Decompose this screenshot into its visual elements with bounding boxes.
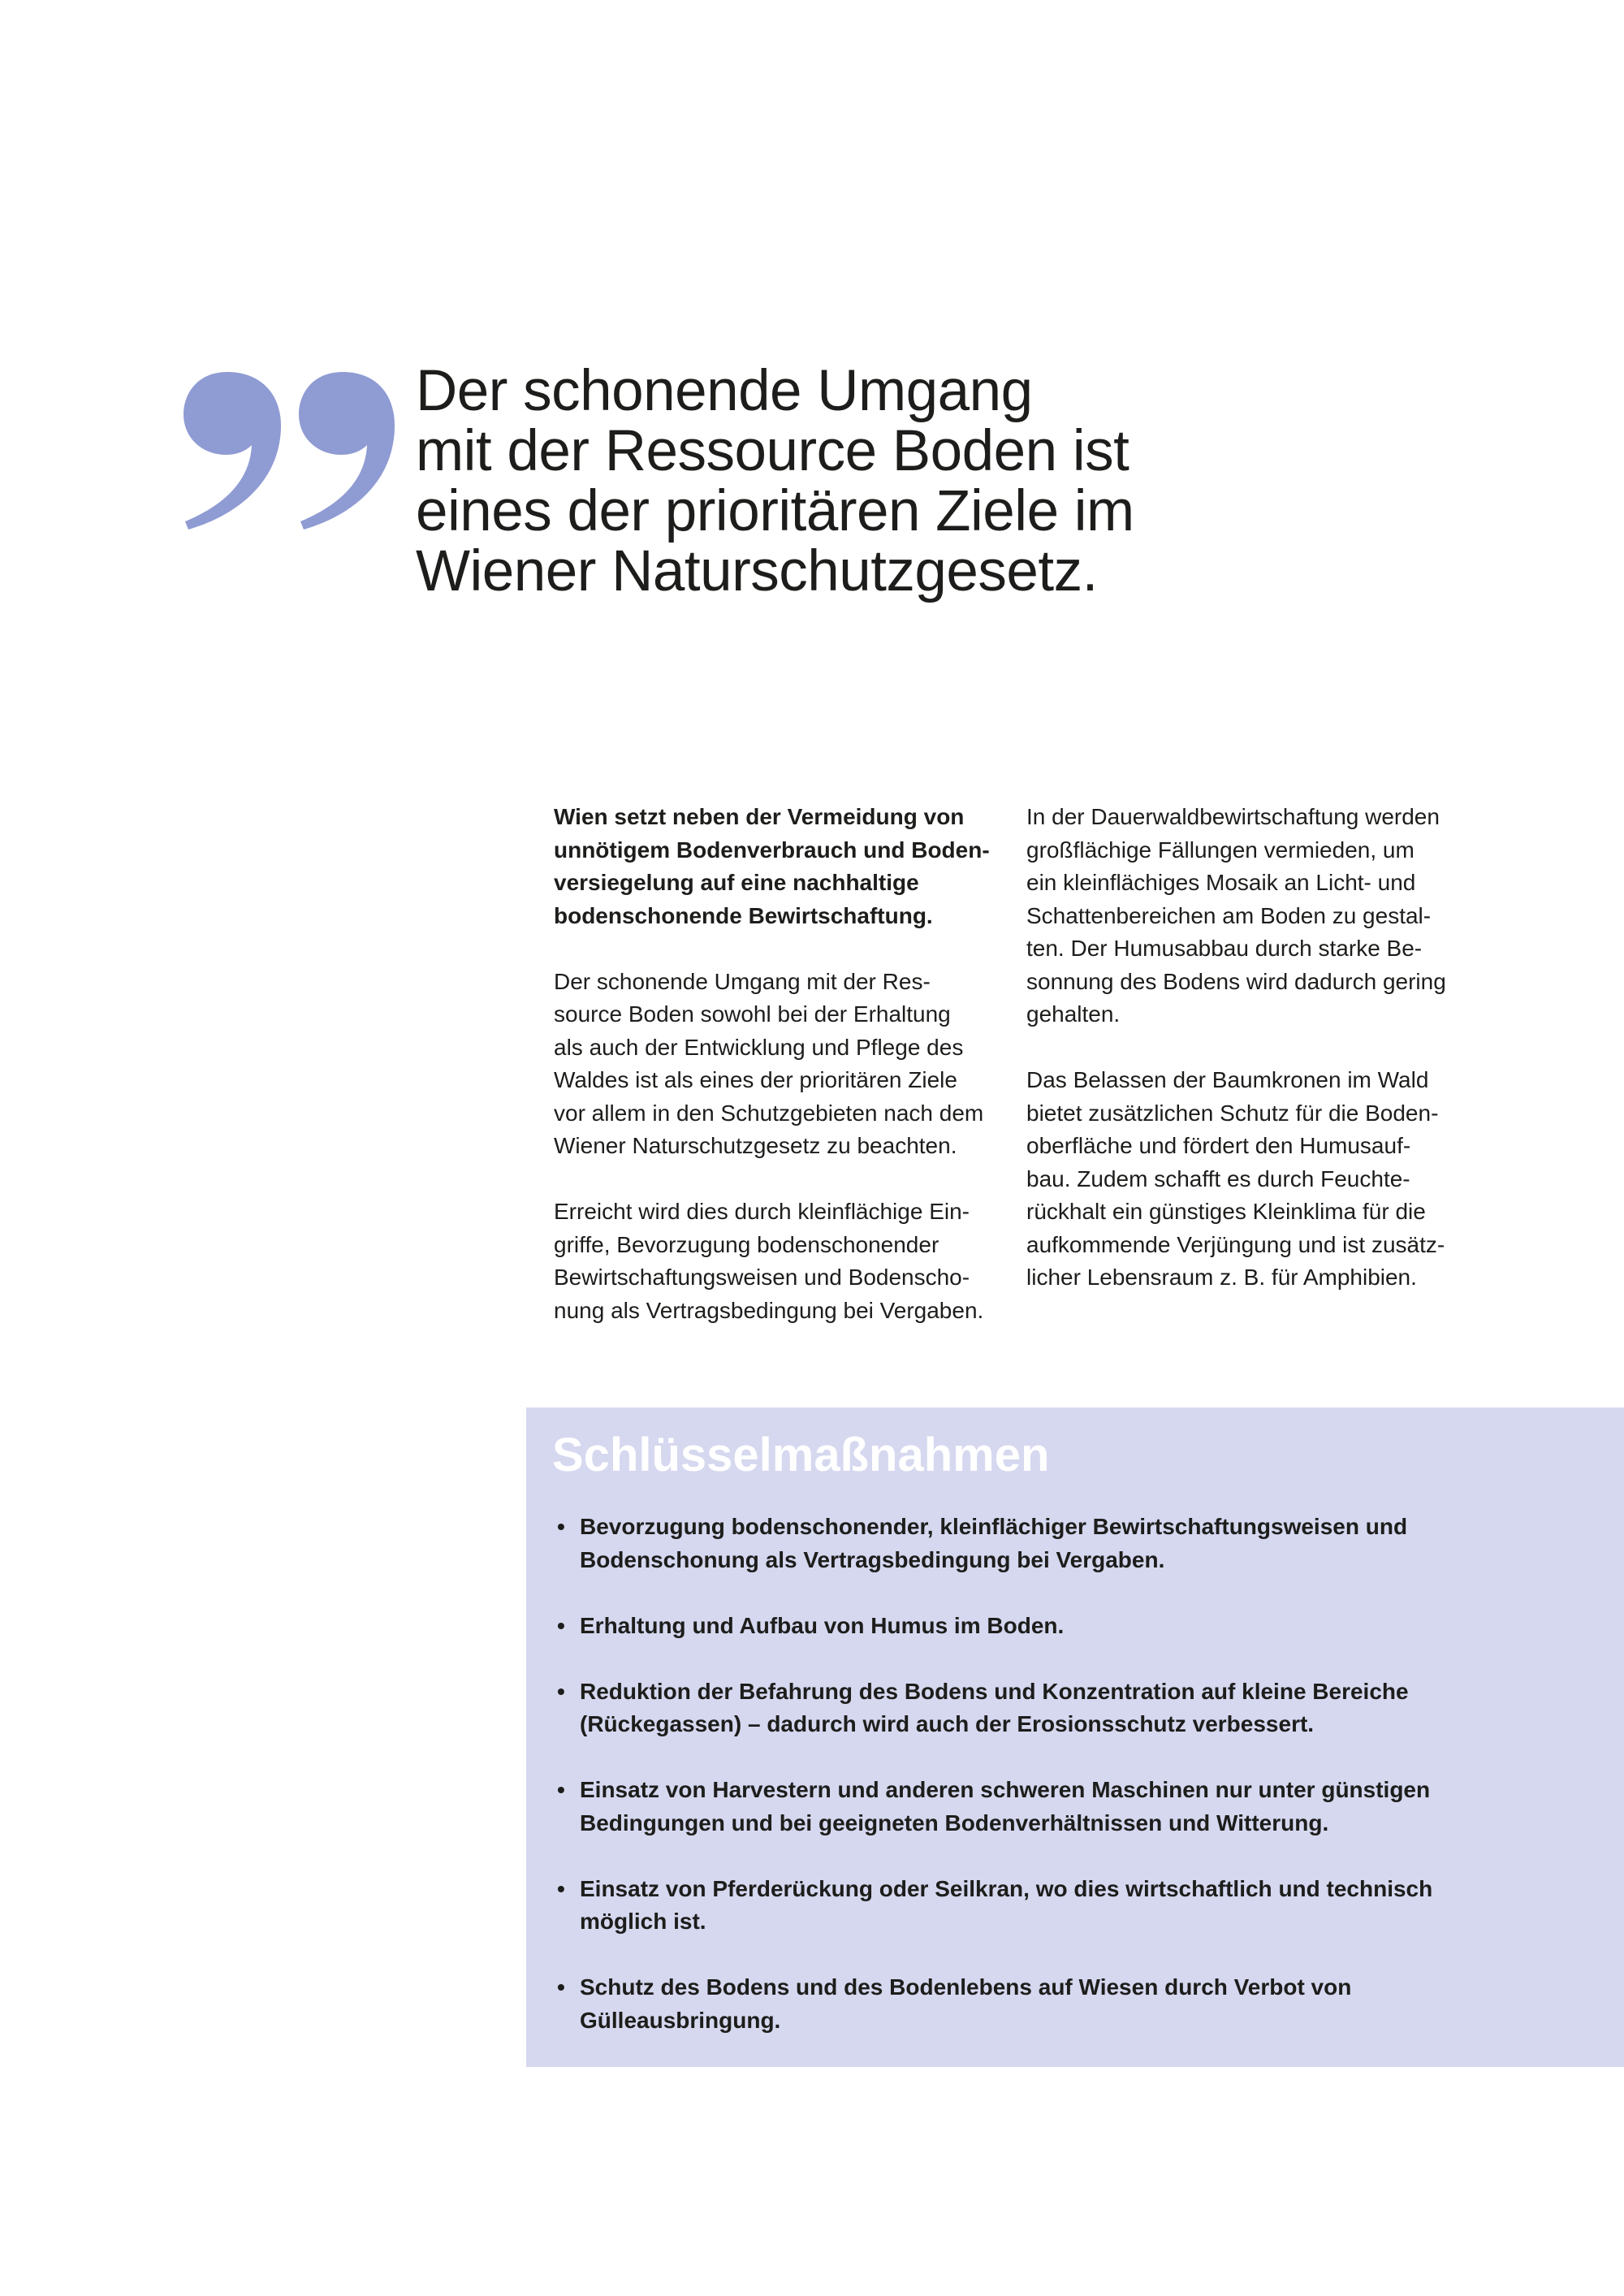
text-line: Waldes ist als eines der prioritären Ziele <box>554 1067 957 1092</box>
text-line: griffe, Bevorzugung bodenschonender <box>554 1231 939 1257</box>
text-line: rückhalt ein günstiges Kleinklima für die <box>1026 1199 1426 1224</box>
text-line: licher Lebensraum z. B. für Amphibien. <box>1026 1265 1417 1290</box>
text-line: In der Dauerwaldbewirtschaftung werden <box>1026 804 1440 829</box>
list-item-line: (Rückegassen) – dadurch wird auch der Erosionsschutz verbessert. <box>580 1711 1315 1736</box>
text-line: sonnung des Bodens wird dadurch gering <box>1026 968 1446 994</box>
intro-paragraph <box>554 801 1009 932</box>
text-line: Das Belassen der Baumkronen im Wald <box>1026 1067 1429 1092</box>
key-measures-box <box>526 1407 1624 2067</box>
key-measures-title: Schlüsselmaßnahmen <box>552 1429 1050 1481</box>
bullet-icon: • <box>557 1612 565 1638</box>
text-line: vor allem in den Schutzgebieten nach dem <box>554 1100 984 1126</box>
bullet-icon: • <box>557 1514 565 1539</box>
list-item <box>557 1873 1605 1939</box>
list-item-line: Bodenschonung als Vertragsbedingung bei Vergaben. <box>580 1546 1165 1572</box>
text-line: ten. Der Humusabbau durch starke Be- <box>1026 936 1423 961</box>
right-text-column <box>1026 801 1481 1327</box>
body-paragraph <box>554 966 1009 1163</box>
list-item-line: möglich ist. <box>580 1909 706 1934</box>
text-line: bietet zusätzlichen Schutz für die Boden- <box>1026 1100 1439 1126</box>
pull-quote-line: eines der prioritären Ziele im <box>416 479 1134 543</box>
pull-quote-line: Wiener Naturschutzgesetz. <box>416 539 1098 603</box>
text-line: unnötigem Bodenverbrauch und Boden- <box>554 837 990 863</box>
list-item-line: Schutz des Bodens und des Bodenlebens auf Wiesen durch Verbot von <box>580 1974 1352 2000</box>
bullet-icon: • <box>557 1678 565 1704</box>
list-item-line: Gülleausbringung. <box>580 2007 781 2033</box>
list-item-line: Erhaltung und Aufbau von Humus im Boden. <box>580 1612 1065 1638</box>
list-item-line: Einsatz von Harvestern und anderen schweren Maschinen nur unter günstigen <box>580 1777 1431 1802</box>
list-item-line: Bedingungen und bei geeigneten Bodenverhältnissen und Witterung. <box>580 1810 1329 1836</box>
text-line: großflächige Fällungen vermieden, um <box>1026 837 1415 863</box>
pull-quote-line: Der schonende Umgang <box>416 359 1033 423</box>
list-item <box>557 1971 1605 2037</box>
text-line: bau. Zudem schafft es durch Feuchte- <box>1026 1165 1410 1191</box>
key-measures-list <box>557 1511 1605 2070</box>
quote-mark-left <box>184 372 281 530</box>
list-item <box>557 1511 1605 1576</box>
text-line: oberfläche und fördert den Humusauf- <box>1026 1133 1411 1158</box>
body-paragraph <box>554 1196 1009 1327</box>
left-text-column <box>554 801 1009 1360</box>
text-line: nung als Vertragsbedingung bei Vergaben. <box>554 1297 984 1323</box>
pull-quote <box>416 361 1228 602</box>
text-line: Wiener Naturschutzgesetz zu beachten. <box>554 1133 957 1158</box>
bullet-icon: • <box>557 1875 565 1901</box>
text-line: Wien setzt neben der Vermeidung von <box>554 804 965 829</box>
bullet-icon: • <box>557 1777 565 1802</box>
pull-quote-line: mit der Ressource Boden ist <box>416 419 1129 483</box>
list-item <box>557 1676 1605 1741</box>
text-line: als auch der Entwicklung und Pflege des <box>554 1034 964 1060</box>
quote-mark-right <box>299 372 395 530</box>
text-line: Der schonende Umgang mit der Res- <box>554 968 931 994</box>
closing-quote-icon <box>177 367 396 538</box>
text-line: bodenschonende Bewirtschaftung. <box>554 902 933 928</box>
text-line: ein kleinflächiges Mosaik an Licht- und <box>1026 870 1416 895</box>
text-line: aufkommende Verjüngung und ist zusätz- <box>1026 1231 1445 1257</box>
text-line: Bewirtschaftungsweisen und Bodenscho- <box>554 1265 970 1290</box>
list-item-line: Bevorzugung bodenschonender, kleinflächiger Bewirtschaftungsweisen und <box>580 1514 1408 1539</box>
text-line: versiegelung auf eine nachhaltige <box>554 870 919 895</box>
body-paragraph <box>1026 801 1481 1031</box>
body-paragraph <box>1026 1064 1481 1295</box>
list-item-line: Reduktion der Befahrung des Bodens und Konzentration auf kleine Bereiche <box>580 1678 1409 1704</box>
list-item <box>557 1610 1605 1643</box>
text-line: Schattenbereichen am Boden zu gestal- <box>1026 902 1432 928</box>
text-line: source Boden sowohl bei der Erhaltung <box>554 1001 951 1027</box>
list-item <box>557 1774 1605 1840</box>
bullet-icon: • <box>557 1974 565 2000</box>
text-line: Erreicht wird dies durch kleinflächige Ein- <box>554 1199 970 1224</box>
list-item-line: Einsatz von Pferderückung oder Seilkran, wo dies wirtschaftlich und technisch <box>580 1875 1433 1901</box>
text-line: gehalten. <box>1026 1001 1121 1027</box>
